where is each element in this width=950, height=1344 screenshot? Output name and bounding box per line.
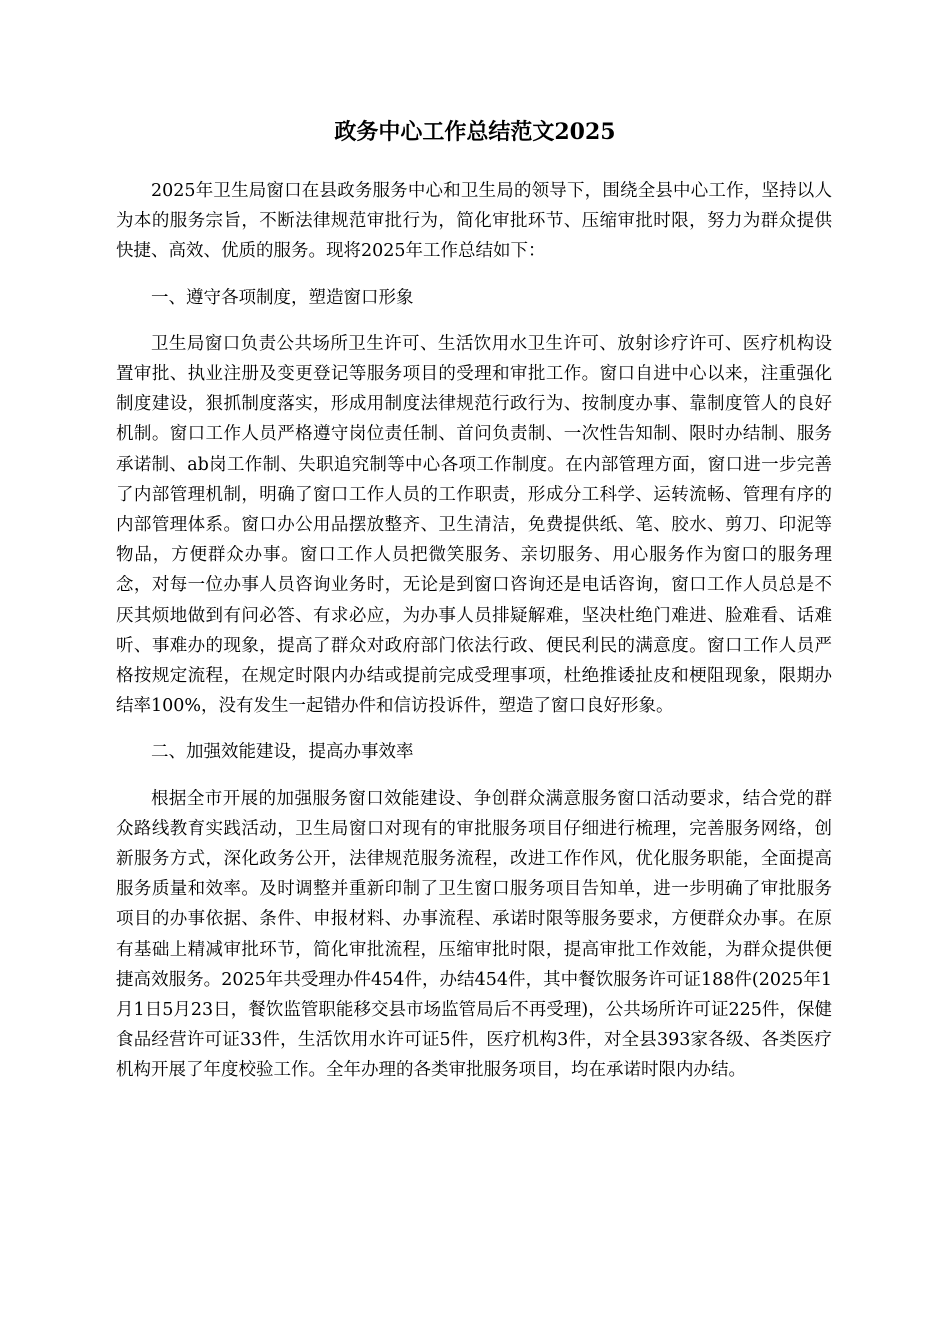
document-body [116,176,832,1102]
document-title: 政务中心工作总结范文2025 [334,119,616,145]
section-2-paragraph: 根据全市开展的加强服务窗口效能建设、争创群众满意服务窗口活动要求，结合党的群众路线教育实践活动，卫生局窗口对现有的审批服务项目仔细进行梳理，完善服务网络，创新服务方式，深化政务公开，法律规范服务流程，改进工作作风，优化服务职能，全面提高服务质量和效率。及时调整并重新印制了卫生窗口服务项目告知单，进一步明确了审批服务项目的办事依据、条件、申报材料、办事流程、承诺时限等服务要求，方便群众办事。在原有基础上精减审批环节，简化审批流程，压缩审批时限，提高审批工作效能，为群众提供便捷高效服务。2025年共受理办件454件，办结454件，其中餐饮服务许可证188件(2025年1月1日5月23日，餐饮监管职能移交县市场监管局后不再受理)，公共场所许可证225件，保健食品经营许可证33件，生活饮用水许可证5件，医疗机构3件，对全县393家各级、各类医疗机构开展了年度校验工作。全年办理的各类审批服务项目，均在承诺时限内办结。 [116,788,832,1081]
intro-paragraph: 2025年卫生局窗口在县政务服务中心和卫生局的领导下，围绕全县中心工作，坚持以人为本的服务宗旨，不断法律规范审批行为，简化审批环节、压缩审批时限，努力为群众提供快捷、高效、优质的服务。现将2025年工作总结如下： [116,181,832,262]
section-2-heading: 二、加强效能建设，提高办事效率 [151,742,414,763]
section-1-heading: 一、遵守各项制度，塑造窗口形象 [151,287,414,308]
section-1-paragraph: 卫生局窗口负责公共场所卫生许可、生活饮用水卫生许可、放射诊疗许可、医疗机构设置审批、执业注册及变更登记等服务项目的受理和审批工作。窗口自进中心以来，注重强化制度建设，狠抓制度落实，形成用制度法律规范行政行为、按制度办事、靠制度管人的良好机制。窗口工作人员严格遵守岗位责任制、首问负责制、一次性告知制、限时办结制、服务承诺制、ab岗工作制、失职追究制等中心各项工作制度。在内部管理方面，窗口进一步完善了内部管理机制，明确了窗口工作人员的工作职责，形成分工科学、运转流畅、管理有序的内部管理体系。窗口办公用品摆放整齐、卫生清洁，免费提供纸、笔、胶水、剪刀、印泥等物品，方便群众办事。窗口工作人员把微笑服务、亲切服务、用心服务作为窗口的服务理念，对每一位办事人员咨询业务时，无论是到窗口咨询还是电话咨询，窗口工作人员总是不厌其烦地做到有问必答、有求必应，为办事人员排疑解难，坚决杜绝门难进、脸难看、话难听、事难办的现象，提高了群众对政府部门依法行政、便民利民的满意度。窗口工作人员严格按规定流程，在规定时限内办结或提前完成受理事项，杜绝推诿扯皮和梗阻现象，限期办结率100%，没有发生一起错办件和信访投诉件，塑造了窗口良好形象。 [116,333,832,717]
